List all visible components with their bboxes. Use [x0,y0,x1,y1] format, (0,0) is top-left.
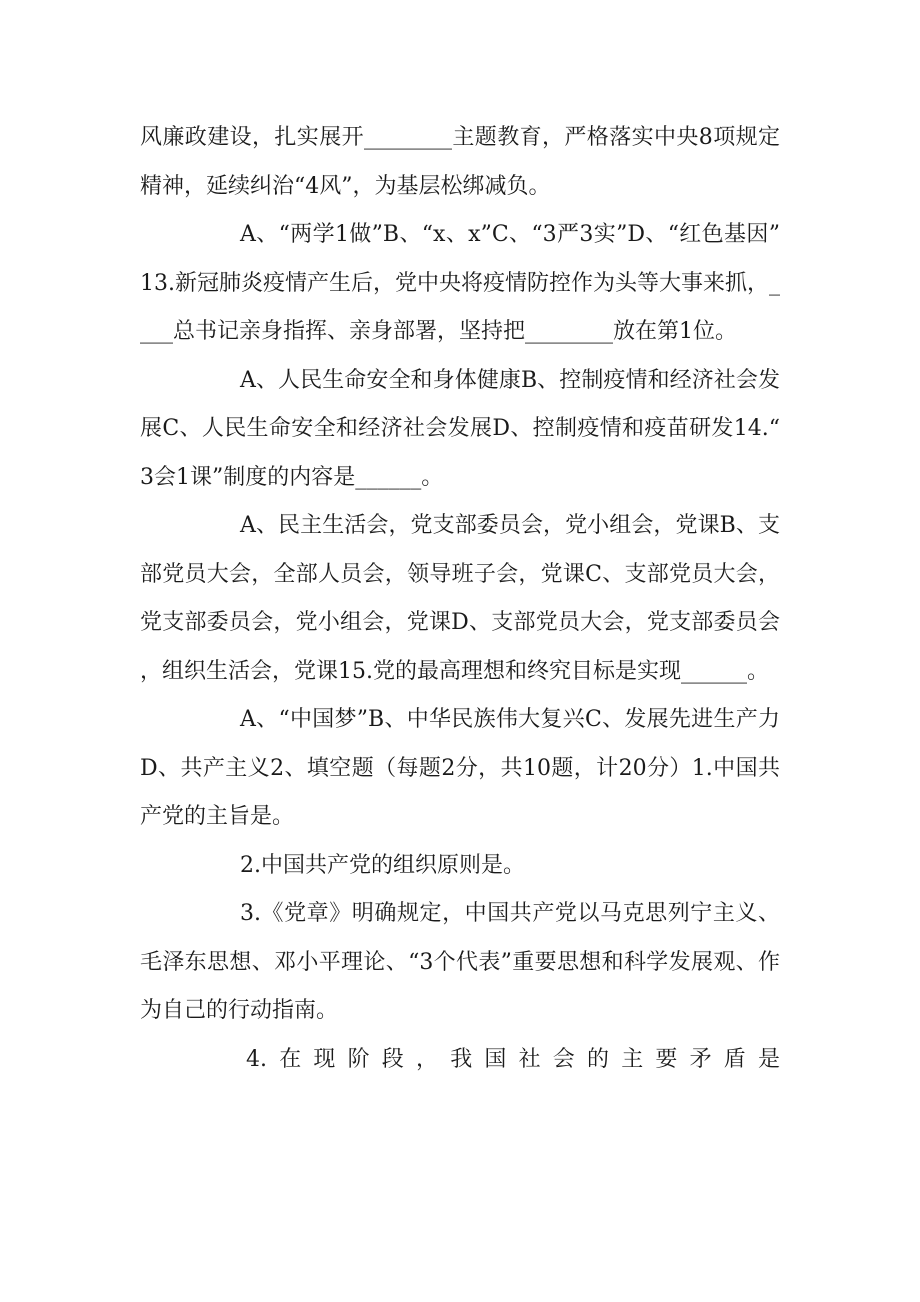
paragraph-fill-blank-1: A、“中国梦”B、中华民族伟大复兴C、发展先进生产力D、共产主义2、填空题（每题2分，共10题，计20分）1.中国共产党的主旨是。 [140,707,780,829]
paragraph-question-14: A、人民生命安全和身体健康B、控制疫情和经济社会发展C、人民生命安全和经济社会发展D、控制疫情和疫苗研发14.“3会1课”制度的内容是______。 [140,367,780,490]
paragraph-continuation: 风廉政建设，扎实展开________主题教育，严格落实中央8项规定精神，延续纠治“4风”，为基层松绑减负。 [140,125,780,199]
paragraph-fill-blank-3: 3.《党章》明确规定，中国共产党以马克思列宁主义、毛泽东思想、邓小平理论、“3个代表”重要思想和科学发展观、作为自己的行动指南。 [140,901,780,1023]
paragraph-fill-blank-2: 2.中国共产党的组织原则是。 [240,852,525,878]
paragraph-question-13: A、“两学1做”B、“x、x”C、“3严3实”D、“红色基因”13.新冠肺炎疫情产生后，党中央将疫情防控作为头等大事来抓，____总书记亲身指挥、亲身部署，坚持把________放在第1位。 [140,222,780,344]
document-body [140,114,780,1084]
paragraph-question-15: A、民主生活会，党支部委员会，党小组会，党课B、支部党员大会，全部人员会，领导班子会，党课C、支部党员大会，党支部委员会，党小组会，党课D、支部党员大会，党支部委员会，组织生活会，党课15.党的最高理想和终究目标是实现______。 [140,513,780,684]
paragraph-fill-blank-4: 4.在现阶段，我国社会的主要矛盾是 [246,1046,780,1072]
